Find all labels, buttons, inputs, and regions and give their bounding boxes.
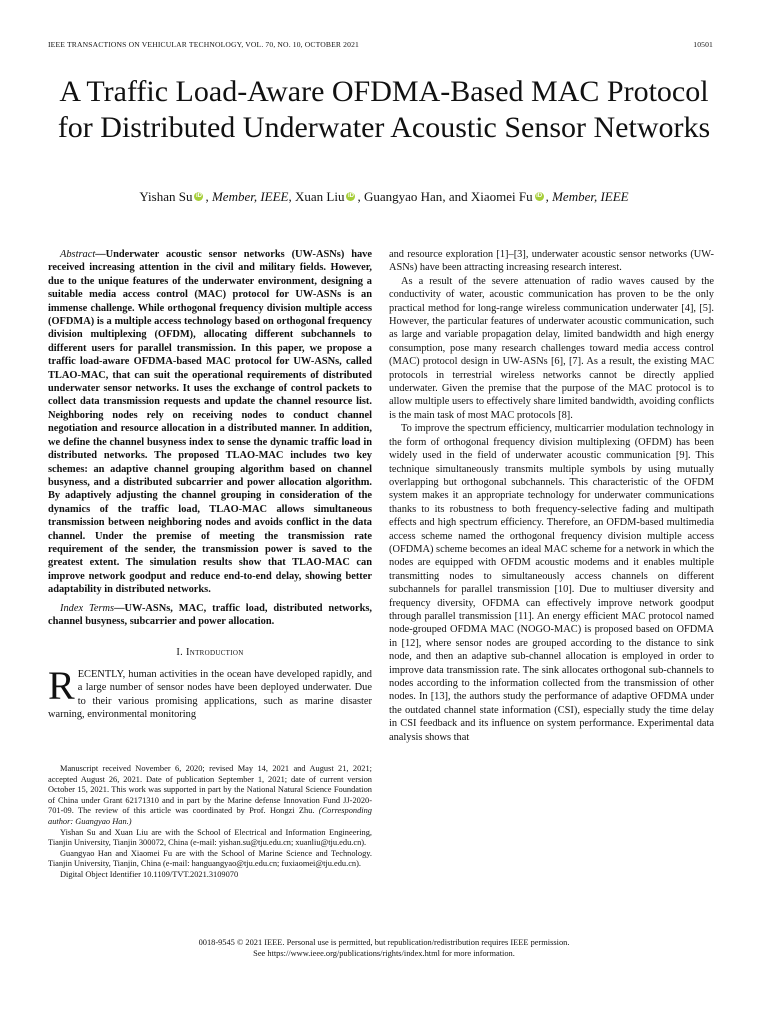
copyright-notice xyxy=(48,938,720,959)
author-name: Yishan Su xyxy=(139,189,193,204)
author-line: Yishan Su iD , Member, IEEE, Xuan Liu iD , Guangyao Han, and Xiaomei Fu iD , Member, IEEE xyxy=(139,189,629,204)
journal-name: IEEE TRANSACTIONS ON VEHICULAR TECHNOLOGY, VOL. 70, NO. 10, OCTOBER 2021 xyxy=(48,40,359,49)
footnote-text: Manuscript received November 6, 2020; revised May 14, 2021 and August 21, 2021; accepted August 26, 2021. Date of publication September 1, 2021; date of current version October 15, 2021. This work was supported in part by the National Natural Science Foundation of China under Grant 62171310 and in part by the Marine defense Innovation Fund JJ-2020-701-09. The review of this article was coordinated by Prof. Hongzi Zhu. xyxy=(48,764,372,816)
orcid-icon[interactable]: iD xyxy=(347,193,354,199)
author-membership: Member, IEEE xyxy=(552,189,629,204)
rights-link-line: See https://www.ieee.org/publications/rights/index.html for more information. xyxy=(253,948,515,958)
index-terms-label: Index Terms xyxy=(60,602,115,614)
footnote-manuscript xyxy=(48,764,372,828)
index-terms xyxy=(48,602,372,629)
abstract xyxy=(48,248,372,597)
page-number: 10501 xyxy=(693,40,713,49)
index-terms-text: —UW-ASNs, MAC, traffic load, distributed networks, channel busyness, subcarrier and power allocation. xyxy=(48,602,373,627)
intro-paragraph xyxy=(48,662,372,722)
footnote-affiliation: Yishan Su and Xuan Liu are with the School of Electrical and Information Engineering, Tianjin University, Tianjin 300072, China (e-mail: yishan.su@tju.edu.cn; xuanliu@tju.edu.cn). xyxy=(48,827,372,848)
body-paragraph: As a result of the severe attenuation of radio waves caused by the conductivity of water, acoustic communication has proven to be the only practical method for long-range wireless communication underwater [4], [5]. However, the particular features of underwater acoustic communication, such as large and variable propagation delay, limited bandwidth and high energy consumption, pose many research challenges toward media access control (MAC) protocol design in UW-ASNs [6], [7]. As a result, the existing MAC protocols in terrestrial wireless networks cannot be directly applied underwater. Given the premise that the purpose of the MAC protocol is to allow multiple users to effectively share limited bandwidth, avoiding conflicts is the main task of most MAC protocols [8]. xyxy=(389,275,714,421)
author-membership: Member, IEEE xyxy=(211,189,289,204)
footnote-doi: Digital Object Identifier 10.1109/TVT.2021.3109070 xyxy=(60,869,239,879)
copyright-line: 0018-9545 © 2021 IEEE. Personal use is permitted, but republication/redistribution requires IEEE permission. xyxy=(198,938,570,947)
corresponding-author-note: (Corresponding author: Guangyao Han.) xyxy=(48,806,372,826)
section-heading xyxy=(48,646,372,659)
footnote-affiliation: Guangyao Han and Xiaomei Fu are with the School of Marine Science and Technology. Tianjin University, Tianjin, China (e-mail: hanguangyao@tju.edu.cn; fuxiaomei@tju.edu.cn). xyxy=(48,848,372,869)
orcid-icon[interactable]: iD xyxy=(536,193,543,199)
left-column xyxy=(48,248,372,721)
body-paragraph: To improve the spectrum efficiency, multicarrier modulation technology in the form of orthogonal frequency division multiplexing (OFDM) has been widely used in the field of underwater acoustic communication [9]. This technique simultaneously transmits multiple symbols by using mutually overlapping but orthogonal subchannels. This characteristic of the OFDM system makes it an appropriate technology for underwater communications thanks to its robustness to both frequency-selective fading and multipath effects and high spectrum efficiency. Therefore, an OFDM-based multimedia access scheme named the orthogonal frequency division multiple access (OFDMA) scheme becomes an ideal MAC scheme for a network in which the nodes are equipped with OFDM acoustic modems and it enables multiple transmitting nodes to simultaneously access channels on different subchannels for parallel transmission [10]. Due to multiuser diversity and frequency diversity, OFDMA can effectively improve network goodput through parallel transmission [11]. An energy efficient MAC protocol named node-grouped OFDMA MAC (NOGO-MAC) is proposed based on OFDMA in [12], where sensor nodes are grouped according to the distance to sink node, and then an adaptive sub-channel allocation is employed in order to improve data transmission rate. The sink allocates orthogonal sub-channels to nodes according to the information collected from the transmission of other nodes. In [13], the authors study the performance of adaptive OFDMA under the outdated channel state information (CSI), especially study the time delay in CSI feedback and its influence on system performance. Experimental data analysis shows that xyxy=(389,423,714,743)
abstract-label: Abstract xyxy=(60,249,96,260)
intro-text: ECENTLY, human activities in the ocean have developed rapidly, and a large number of sensor nodes have been deployed underwater. Due to their various promising applications, such as marine disaster warning, environmental monitoring xyxy=(48,668,372,720)
paper-title: A Traffic Load-Aware OFDMA-Based MAC Protocol for Distributed Underwater Acoustic Sensor Networks xyxy=(57,75,711,144)
body-paragraph: and resource exploration [1]–[3], underwater acoustic sensor networks (UW-ASNs) have been attracting increasing research interest. xyxy=(389,249,714,274)
author-name: Xuan Liu xyxy=(295,189,345,204)
right-column xyxy=(389,248,714,744)
author-name: Xiaomei Fu xyxy=(470,189,533,204)
abstract-text: —Underwater acoustic sensor networks (UW-ASNs) have received increasing attention in the civil and military fields. However, due to the unique features of the underwater environment, designing a suitable media access control (MAC) protocol for UW-ASNs is an immense challenge. While orthogonal frequency division multiple access (OFDMA) is a multiple access technology based on orthogonal frequency division multiplexing (OFDM), allocating different subchannels to different users for parallel transmission. In this paper, we propose a traffic load-aware OFDMA-based MAC protocol for UW-ASNs, called TLAO-MAC, that can suit the operational requirements of distributed underwater sensor networks. It uses the exchange of control packets to collect data transmission requests and update the channel resource list. Neighboring nodes rely on receiving nodes to conduct channel negotiation and resource allocation in a distributed manner. In addition, we define the channel busyness index to sense the dynamic traffic load in distributed networks. The proposed TLAO-MAC includes two key schemes: an adaptive channel grouping algorithm based on channel busyness, and a distributed subcarrier and power allocation algorithm. By adaptively adjusting the channel grouping in consideration of the dynamics of the traffic load, TLAO-MAC allows simultaneous transmission between neighboring nodes and avoids conflict in the data channel. Under the premise of meeting the transmission rate requirement of the sender, the transmission power is saved to the greatest extent. The simulation results show that TLAO-MAC can improve network goodput and reduce end-to-end delay, showing better adaptability in distributed networks. xyxy=(48,249,372,596)
section-numeral: I. xyxy=(176,647,186,659)
running-head xyxy=(48,40,713,49)
footnotes xyxy=(48,764,372,881)
author-name: Guangyao Han xyxy=(363,189,443,204)
section-title: Introduction xyxy=(185,647,244,659)
orcid-icon[interactable]: iD xyxy=(195,193,202,199)
drop-cap: R xyxy=(48,662,75,708)
